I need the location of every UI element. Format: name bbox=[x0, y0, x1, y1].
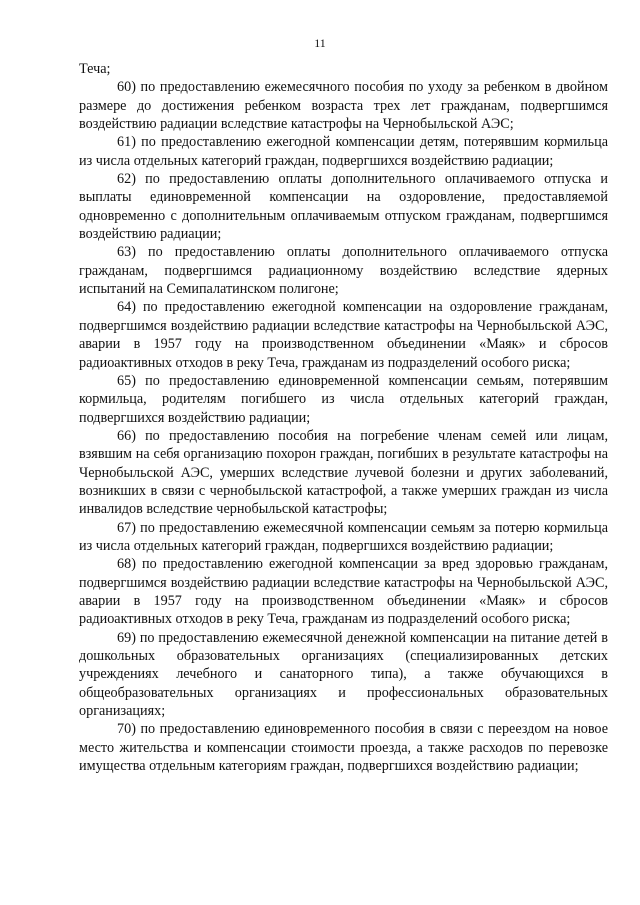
paragraph-item-61: 61) по предоставлению ежегодной компенсации детям, потерявшим кормильца из числа отдельных категорий граждан, подвергшихся воздействию радиации; bbox=[79, 134, 608, 169]
paragraph-item-66: 66) по предоставлению пособия на погребение членам семей или лицам, взявшим на себя организацию похорон граждан, погибших в результате катастрофы на Чернобыльской АЭС, умерших вследствие лучевой болезни и других заболеваний, возникших в связи с чернобыльской катастрофой, а также умерших граждан из числа инвалидов вследствие чернобыльской катастрофы; bbox=[79, 427, 608, 518]
paragraph-item-63: 63) по предоставлению оплаты дополнительного оплачиваемого отпуска гражданам, подвергшимся радиационному воздействию вследствие ядерных испытаний на Семипалатинском полигоне; bbox=[79, 244, 608, 298]
paragraph-continuation: Теча; bbox=[79, 61, 111, 77]
paragraph-item-60: 60) по предоставлению ежемесячного пособия по уходу за ребенком в двойном размере до достижения ребенком возраста трех лет гражданам, подвергшимся воздействию радиации вследствие катастрофы на Чернобыльской АЭС; bbox=[79, 79, 608, 133]
paragraph-item-69: 69) по предоставлению ежемесячной денежной компенсации на питание детей в дошкольных образовательных организациях (специализированных детских учреждениях лечебного и санаторного типа), а также обучающихся в общеобразовательных организациях и профессиональных образовательных организациях; bbox=[79, 629, 608, 720]
paragraph-item-62: 62) по предоставлению оплаты дополнительного оплачиваемого отпуска и выплаты единовременной компенсации на оздоровление, предоставляемой одновременно с дополнительным оплачиваемым отпуском гражданам, подвергшимся воздействию радиации; bbox=[79, 171, 608, 243]
paragraph-item-67: 67) по предоставлению ежемесячной компенсации семьям за потерю кормильца из числа отдельных категорий граждан, подвергшихся воздействию радиации; bbox=[79, 519, 608, 554]
paragraph-item-68: 68) по предоставлению ежегодной компенсации за вред здоровью гражданам, подвергшимся воздействию радиации вследствие катастрофы на Чернобыльской АЭС, аварии в 1957 году на производственном объединении «Маяк» и сбросов радиоактивных отходов в реку Теча, гражданам из подразделений особого риска; bbox=[79, 556, 608, 628]
paragraph-item-64: 64) по предоставлению ежегодной компенсации на оздоровление гражданам, подвергшимся воздействию радиации вследствие катастрофы на Чернобыльской АЭС, аварии в 1957 году на производственном объединении «Маяк» и сбросов радиоактивных отходов в реку Теча, гражданам из подразделений особого риска; bbox=[79, 299, 608, 371]
paragraph-item-70: 70) по предоставлению единовременного пособия в связи с переездом на новое место жительства и компенсации стоимости проезда, а также расходов по перевозке имущества отдельным категориям граждан, подвергшихся воздействию радиации; bbox=[79, 721, 608, 775]
document-body bbox=[79, 60, 608, 775]
paragraph-item-65: 65) по предоставлению единовременной компенсации семьям, потерявшим кормильца, родителям погибшего из числа отдельных категорий граждан, подвергшихся воздействию радиации; bbox=[79, 372, 608, 426]
page-number: 11 bbox=[314, 36, 326, 50]
